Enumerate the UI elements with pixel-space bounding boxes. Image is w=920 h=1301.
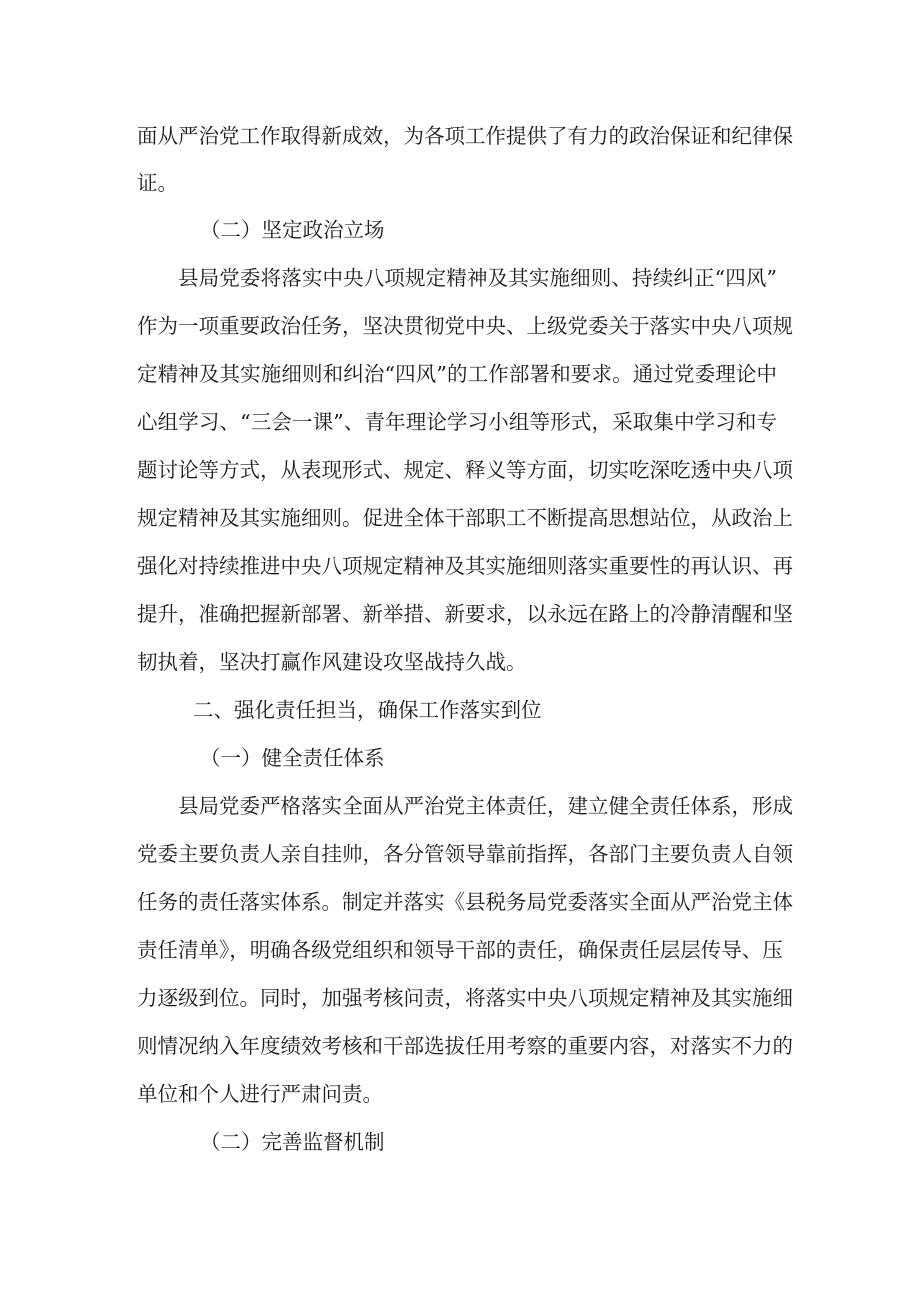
paragraph-line: 县局党委严格落实全面从严治党主体责任，建立健全责任体系，形成 <box>178 794 793 818</box>
paragraph-line: 力逐级到位。同时，加强考核问责，将落实中央八项规定精神及其实施细 <box>137 986 793 1010</box>
paragraph-line: 则情况纳入年度绩效考核和干部选拔任用考察的重要内容，对落实不力的 <box>137 1034 793 1058</box>
paragraph-line: 规定精神及其实施细则。促进全体干部职工不断提高思想站位，从政治上 <box>137 506 793 530</box>
paragraph-line: 面从严治党工作取得新成效，为各项工作提供了有力的政治保证和纪律保 <box>137 124 793 148</box>
section-subheading: （二）坚定政治立场 <box>200 218 385 242</box>
paragraph-line: 韧执着，坚决打赢作风建设攻坚战持久战。 <box>137 650 527 674</box>
paragraph-line: 证。 <box>137 171 178 195</box>
paragraph-line: 题讨论等方式，从表现形式、规定、释义等方面，切实吃深吃透中央八项 <box>137 458 793 482</box>
paragraph-line: 定精神及其实施细则和纠治“四风”的工作部署和要求。通过党委理论中 <box>137 362 777 386</box>
section-heading: 二、强化责任担当，确保工作落实到位 <box>193 698 542 722</box>
paragraph-line: 提升，准确把握新部署、新举措、新要求，以永远在路上的冷静清醒和坚 <box>137 602 793 626</box>
paragraph-line: 强化对持续推进中央八项规定精神及其实施细则落实重要性的再认识、再 <box>137 554 793 578</box>
paragraph-line: 作为一项重要政治任务，坚决贯彻党中央、上级党委关于落实中央八项规 <box>137 314 793 338</box>
paragraph-line: 单位和个人进行严肃问责。 <box>137 1082 383 1106</box>
paragraph-line: 县局党委将落实中央八项规定精神及其实施细则、持续纠正“四风” <box>178 266 777 290</box>
section-subheading: （一）健全责任体系 <box>200 746 385 770</box>
paragraph-line: 任务的责任落实体系。制定并落实《县税务局党委落实全面从严治党主体 <box>137 890 793 914</box>
paragraph-line: 责任清单》，明确各级党组织和领导干部的责任，确保责任层层传导、压 <box>137 938 783 962</box>
paragraph-line: 党委主要负责人亲自挂帅，各分管领导靠前指挥，各部门主要负责人自领 <box>137 842 793 866</box>
paragraph-line: 心组学习、“三会一课”、青年理论学习小组等形式，采取集中学习和专 <box>137 410 777 434</box>
section-subheading: （二）完善监督机制 <box>200 1130 385 1154</box>
